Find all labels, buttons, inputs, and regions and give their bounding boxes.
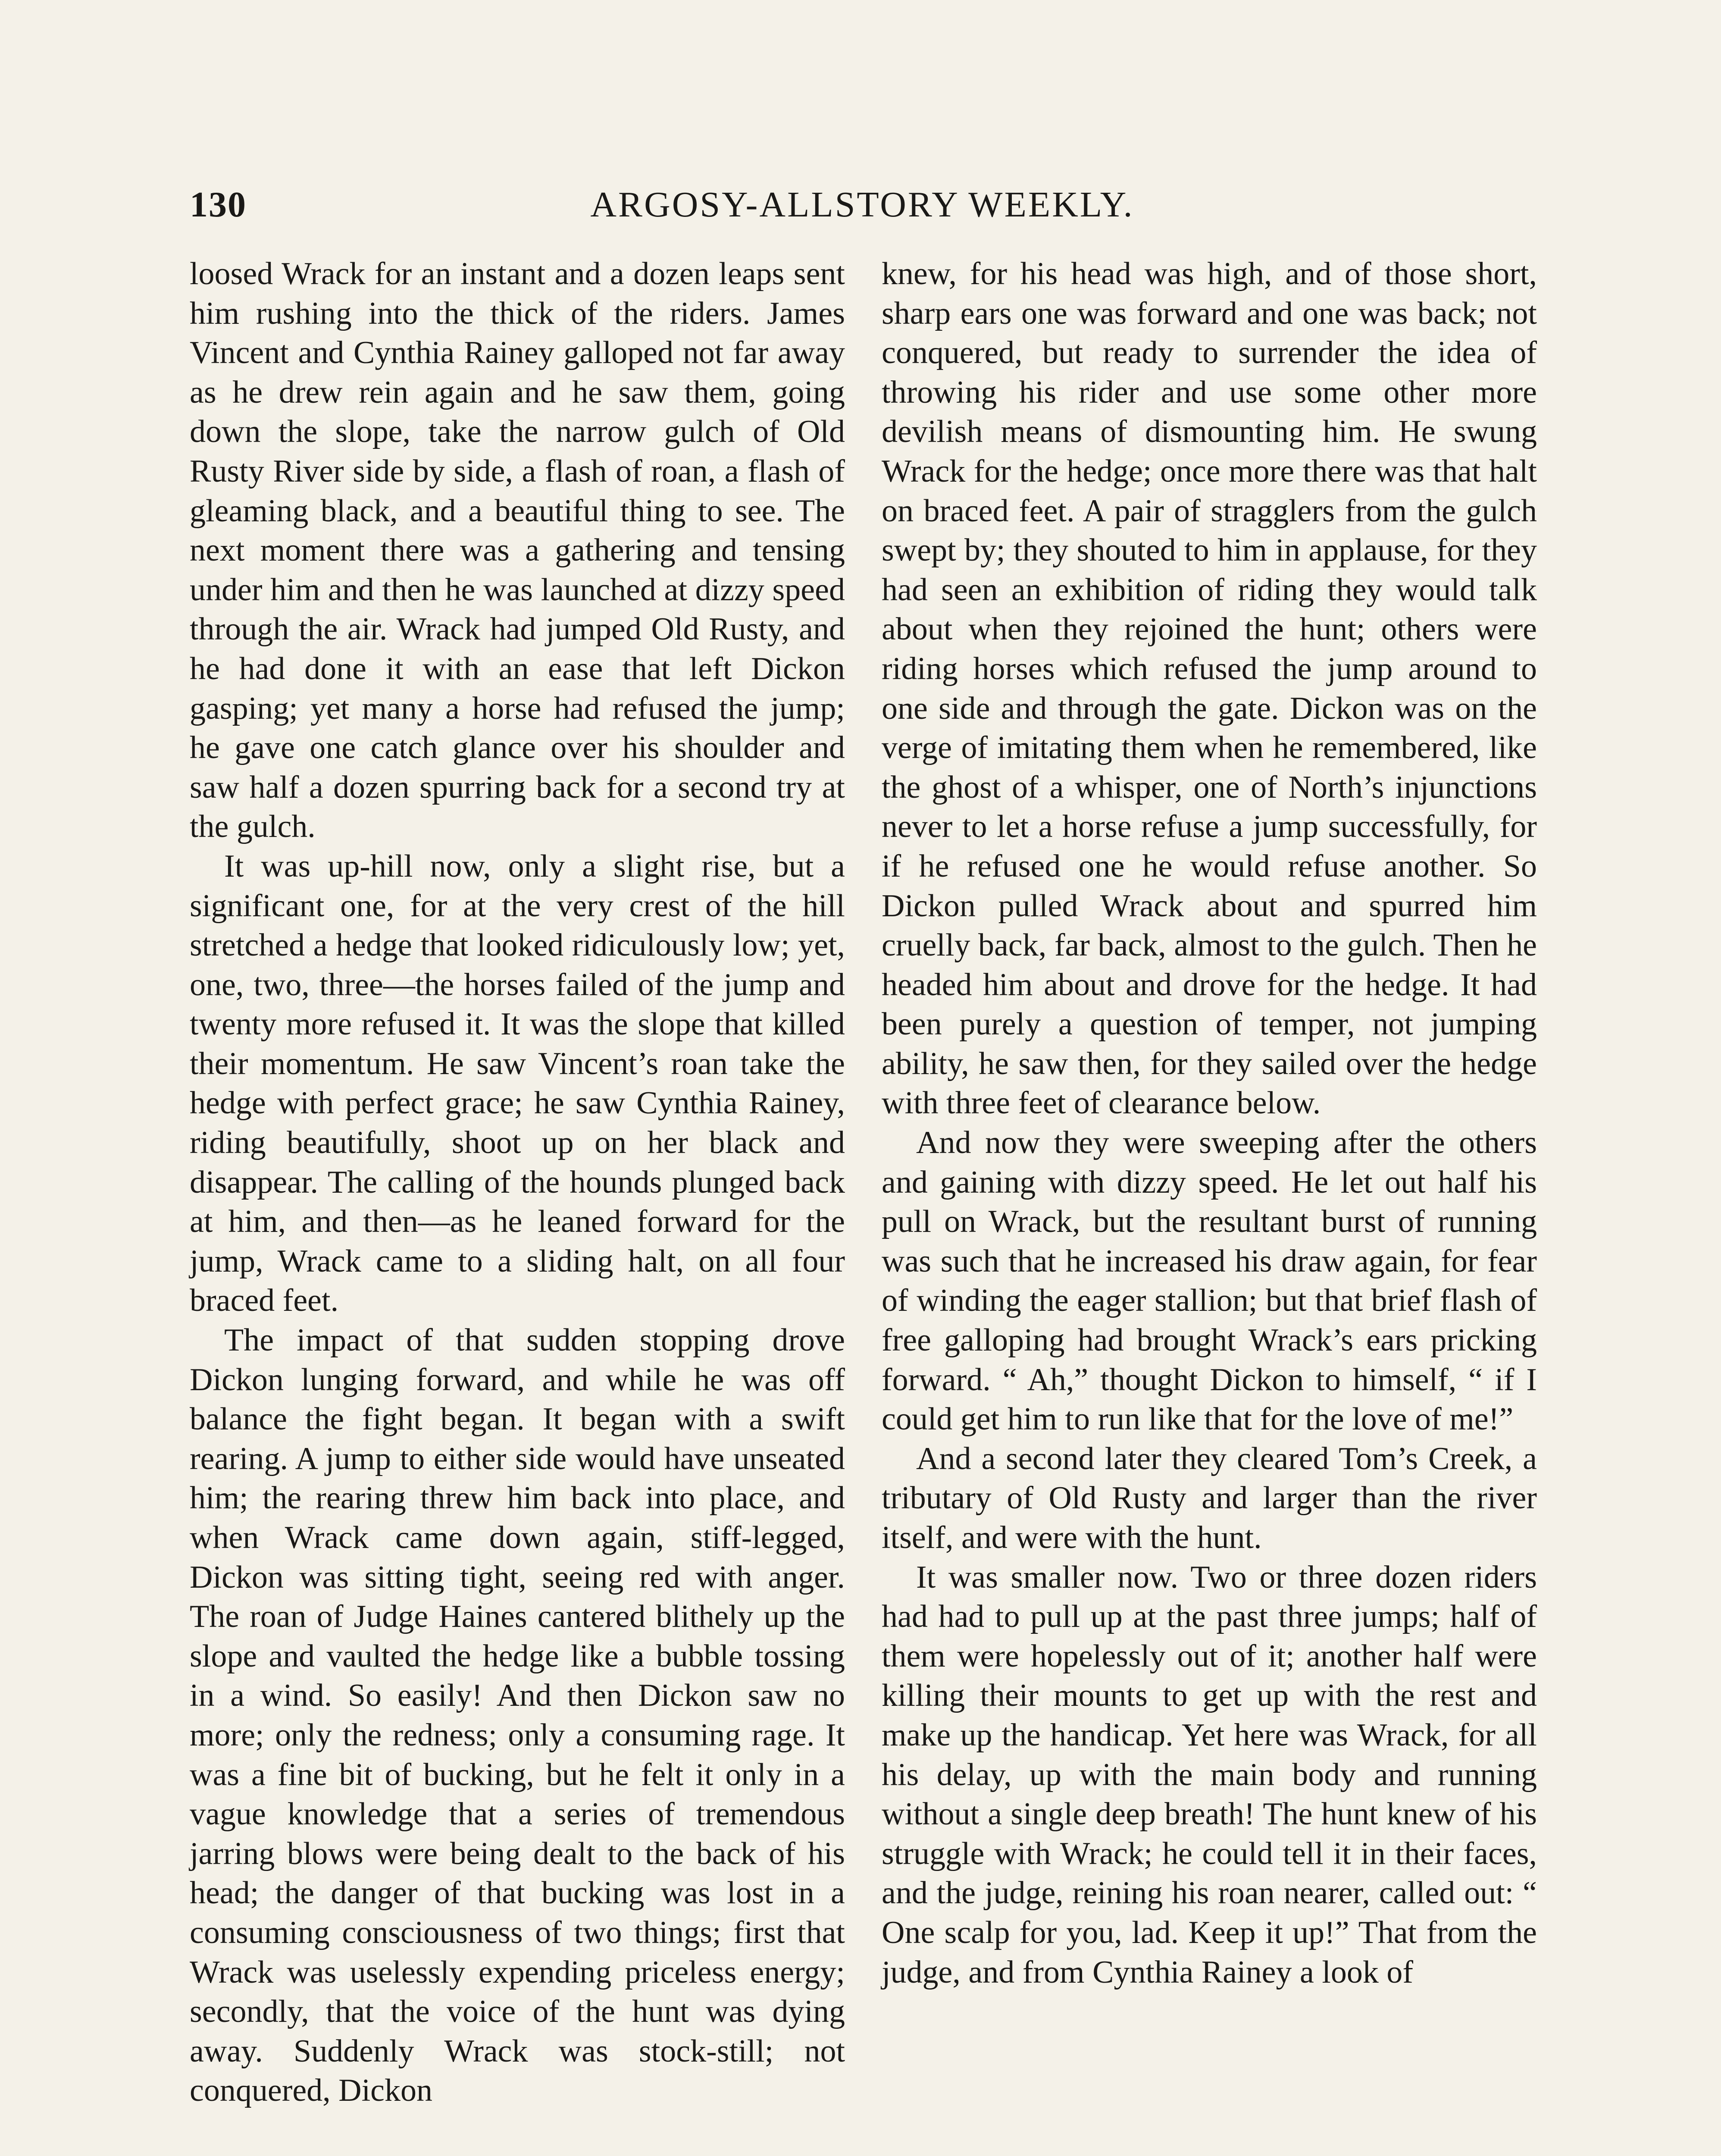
left-column bbox=[190, 254, 845, 2156]
paragraph: knew, for his head was high, and of those short, sharp ears one was forward and one was back; not conquered, but ready to surrender the idea of throwing his rider and use some other more devilish means of dismounting him. He swung Wrack for the hedge; once more there was that halt on braced feet. A pair of stragglers from the gulch swept by; they shouted to him in applause, for they had seen an exhibition of riding they would talk about when they rejoined the hunt; others were riding horses which refused the jump around to one side and through the gate. Dickon was on the verge of imitating them when he remembered, like the ghost of a whisper, one of North’s injunctions never to let a horse refuse a jump successfully, for if he refused one he would refuse another. So Dickon pulled Wrack about and spurred him cruelly back, far back, almost to the gulch. Then he headed him about and drove for the hedge. It had been purely a question of temper, not jumping ability, he saw then, for they sailed over the hedge with three feet of clearance below. bbox=[882, 256, 1537, 1121]
paragraph: It was smaller now. Two or three dozen riders had had to pull up at the past three jumps; half of them were hopelessly out of it; another half were killing their mounts to get up with the rest and make up the handicap. Yet here was Wrack, for all his delay, up with the main body and running without a single deep breath! The hunt knew of his struggle with Wrack; he could tell it in their faces, and the judge, reining his roan nearer, called out: “ One scalp for you, lad. Keep it up!” That from the judge, and from Cynthia Rainey a look of bbox=[882, 1559, 1537, 1990]
paragraph: It was up-hill now, only a slight rise, but a significant one, for at the very crest of the hill stretched a hedge that looked ridiculously low; yet, one, two, three—the horses failed of the jump and twenty more refused it. It was the slope that killed their momentum. He saw Vincent’s roan take the hedge with perfect grace; he saw Cynthia Rainey, riding beautifully, shoot up on her black and disappear. The calling of the hounds plunged back at him, and then—as he leaned forward for the jump, Wrack came to a sliding halt, on all four braced feet. bbox=[190, 848, 845, 1319]
page-number: 130 bbox=[190, 185, 247, 225]
page-header bbox=[190, 172, 1535, 237]
paragraph: The impact of that sudden stopping drove Dickon lunging forward, and while he was off balance the fight began. It began with a swift rearing. A jump to either side would have unseated him; the rearing threw him back into place, and when Wrack came down again, stiff-legged, Dickon was sitting tight, seeing red with anger. The roan of Judge Haines cantered blithely up the slope and vaulted the hedge like a bubble tossing in a wind. So easily! And then Dickon saw no more; only the redness; only a consuming rage. It was a fine bit of bucking, but he felt it only in a vague knowledge that a series of tremendous jarring blows were being dealt to the back of his head; the danger of that bucking was lost in a consuming consciousness of two things; first that Wrack was uselessly expending priceless energy; secondly, that the voice of the hunt was dying away. Suddenly Wrack was stock-still; not conquered, Dickon bbox=[190, 1322, 845, 2109]
paragraph: loosed Wrack for an instant and a dozen leaps sent him rushing into the thick of the riders. James Vincent and Cynthia Rainey galloped not far away as he drew rein again and he saw them, going down the slope, take the narrow gulch of Old Rusty River side by side, a flash of roan, a flash of gleaming black, and a beautiful thing to see. The next moment there was a gathering and tensing under him and then he was launched at dizzy speed through the air. Wrack had jumped Old Rusty, and he had done it with an ease that left Dickon gasping; yet many a horse had refused the jump; he gave one catch glance over his shoulder and saw half a dozen spurring back for a second try at the gulch. bbox=[190, 256, 845, 845]
paragraph: And a second later they cleared Tom’s Creek, a tributary of Old Rusty and larger than the river itself, and were with the hunt. bbox=[882, 1441, 1537, 1555]
right-column bbox=[882, 254, 1537, 2156]
paragraph: And now they were sweeping after the others and gaining with dizzy speed. He let out half his pull on Wrack, but the resultant burst of running was such that he increased his draw again, for fear of winding the eager stallion; but that brief flash of free galloping had brought Wrack’s ears pricking forward. “ Ah,” thought Dickon to himself, “ if I could get him to run like that for the love of me!” bbox=[882, 1125, 1537, 1437]
running-title: ARGOSY-ALLSTORY WEEKLY. bbox=[590, 185, 1134, 225]
